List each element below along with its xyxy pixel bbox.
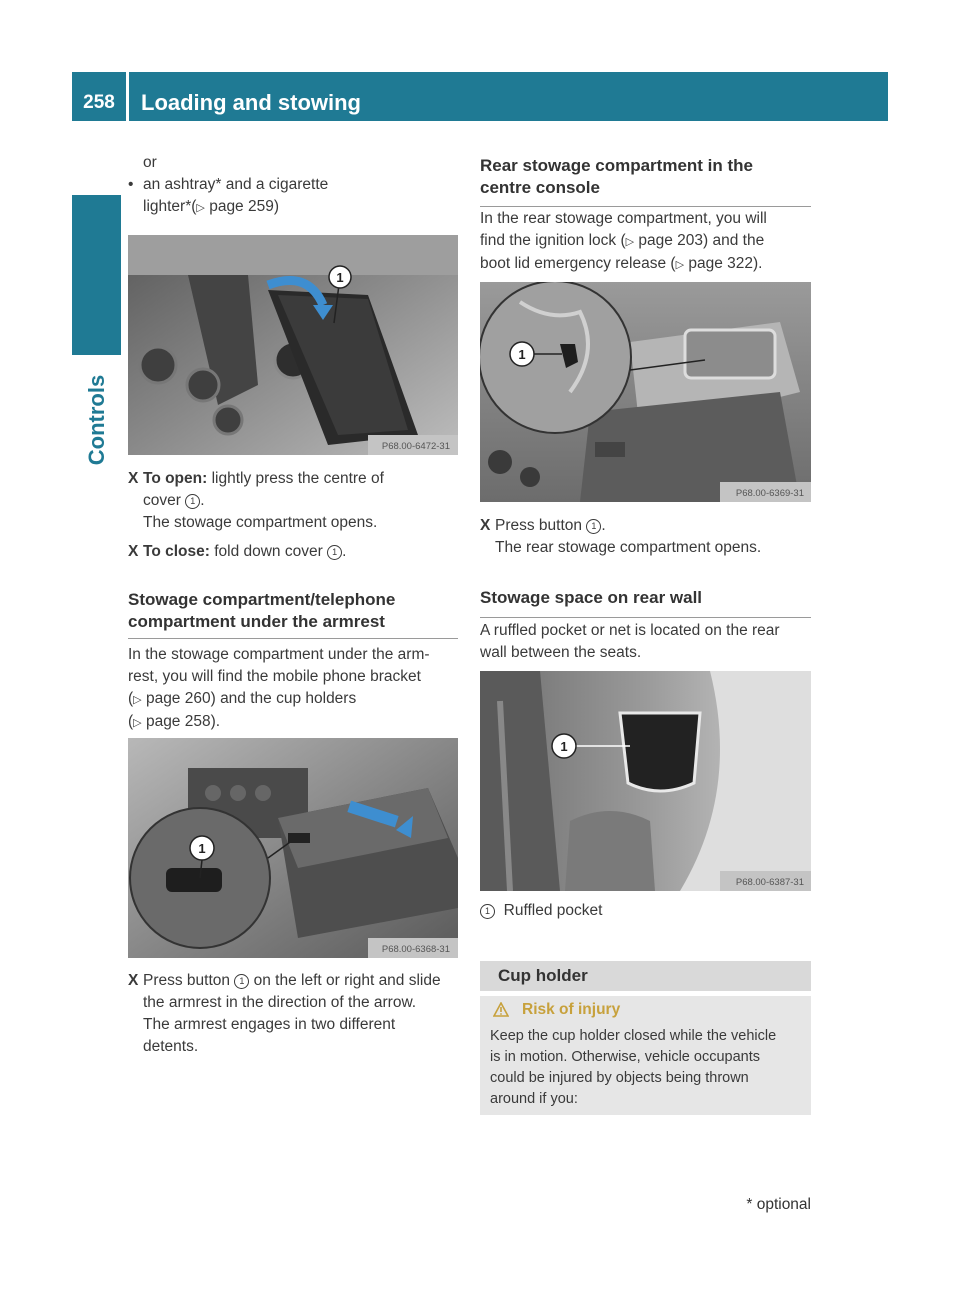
cup-holder-heading: Cup holder (498, 966, 588, 985)
heading-rule (480, 617, 811, 618)
step-to-open-cont: cover 1 . (143, 492, 205, 509)
warning-box (480, 996, 811, 1115)
page-header (72, 72, 888, 121)
callout-number: 1 (185, 494, 200, 509)
armrest-heading-line1: Stowage compartment/telephone (128, 590, 396, 609)
legend-item: 1 Ruffled pocket (480, 900, 811, 922)
callout-number: 1 (234, 974, 249, 989)
photo-code: P68.00-6369-31 (735, 488, 804, 499)
svg-text:1: 1 (336, 270, 344, 285)
sidebar-label: Controls (83, 374, 109, 466)
photo-rear-wall-pocket (480, 671, 811, 891)
rear-section-heading: Rear stowage compartment in the centre console (480, 155, 811, 207)
header-divider (126, 72, 129, 121)
rear-paragraph: In the rear stowage compartment, you will find the ignition lock (▷ page 203) and the boot lid emergency release (▷ page 322). (480, 210, 767, 272)
page-ref-icon: ▷ (133, 694, 142, 706)
legend (480, 900, 811, 922)
rear-step: X Press button 1 . The rear stowage compartment opens. (480, 515, 811, 559)
step-to-open-result: The stowage compartment opens. (143, 514, 378, 531)
bullet-ashtray-cont: lighter*(▷ page 259) (143, 198, 280, 215)
step-marker: X (128, 543, 139, 560)
photo-rear-stowage (480, 282, 811, 502)
armrest-step: X Press button 1 on the left or right and slide the armrest in the direction of the arrow. The armrest engages in two different detents. (128, 970, 463, 1058)
left-text-top (128, 152, 460, 219)
svg-text:1: 1 (560, 739, 568, 754)
cup-holder-heading-bar (480, 961, 811, 991)
photo-armrest (128, 738, 458, 958)
step-marker: X (128, 972, 139, 989)
armrest-paragraph: In the stowage compartment under the arm- rest, you will find the mobile phone bracket (▷ page 260) and the cup holders (▷ page 258). (128, 646, 430, 730)
page-ref-icon: ▷ (675, 259, 685, 271)
step-press-rear: X Press button 1 . (480, 515, 811, 537)
page-ref-icon: ▷ (133, 717, 142, 729)
heading-rule (128, 638, 458, 639)
step-marker: X (128, 470, 139, 487)
wall-paragraph: A ruffled pocket or net is located on the rear wall between the seats. (480, 622, 780, 661)
callout-number: 1 (586, 519, 601, 534)
left-steps-open-close (128, 468, 463, 563)
callout-number: 1 (480, 904, 495, 919)
chapter-title: Loading and stowing (141, 90, 361, 115)
photo-code: P68.00-6472-31 (381, 441, 450, 452)
photo-code: P68.00-6368-31 (381, 944, 450, 955)
optional-footnote: * optional (746, 1196, 811, 1213)
wall-section-heading: Stowage space on rear wall (480, 587, 811, 618)
sidebar-tab (72, 195, 121, 355)
step-press-armrest: X Press button 1 on the left or right and slide (128, 970, 463, 992)
warning-title: Risk of injury (522, 1001, 621, 1018)
or-text: or (143, 154, 157, 171)
page-number: 258 (83, 92, 115, 113)
photo-centre-console-cover (128, 235, 458, 455)
sidebar-section (72, 360, 121, 480)
photo-code: P68.00-6387-31 (735, 877, 804, 888)
bullet-ashtray: • an ashtray* and a cigarette (128, 174, 460, 196)
svg-text:1: 1 (198, 841, 206, 856)
page-ref-icon: ▷ (196, 202, 205, 214)
page-ref-icon: ▷ (625, 236, 635, 248)
svg-text:1: 1 (518, 347, 526, 362)
step-to-close: X To close: fold down cover 1 . (128, 541, 463, 563)
warning-text: Keep the cup holder closed while the vehicle is in motion. Otherwise, vehicle occupants could be injured by objects being thrown around if you: (490, 1028, 777, 1107)
warning-triangle-icon (493, 1002, 509, 1017)
step-to-open: X To open: lightly press the centre of (128, 468, 463, 490)
callout-number: 1 (327, 545, 342, 560)
armrest-section-heading (128, 589, 458, 639)
armrest-heading-line2: compartment under the armrest (128, 612, 385, 631)
heading-rule (480, 206, 811, 207)
step-marker: X (480, 517, 491, 534)
